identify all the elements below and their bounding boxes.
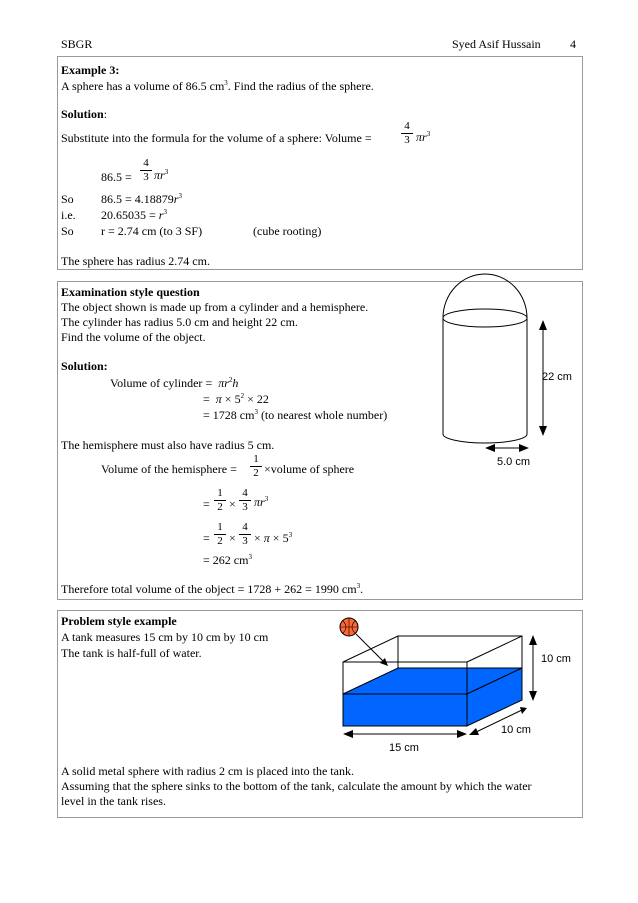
exam-hemi-result: = 262 $cm^3$	[203, 553, 252, 567]
fraction-1-2: 1 2	[214, 521, 226, 548]
example3-problem: A sphere has a volume of 86.5 $cm^3$. Find the radius of the sphere.	[61, 79, 374, 93]
header-left: SBGR	[61, 37, 93, 51]
tank-depth-label: 10 cm	[501, 724, 531, 736]
pi-times-5-cubed: × $\pi \times 5^3$	[254, 531, 293, 545]
exam-hemi-intro: The hemisphere must also have radius 5 cm.	[61, 438, 275, 452]
exam-title: Examination style question	[61, 285, 200, 299]
problem-p5: level in the tank rises.	[61, 794, 166, 808]
exam-cyl-line2: = $\pi \times 5^2 \times 22$	[203, 392, 269, 406]
fraction-4-3: 4 3	[140, 157, 152, 184]
exam-cyl-label: Volume of cylinder = $\pi r^2h$	[110, 376, 239, 390]
example3-line2: $86.5 = 4.18879r^3$	[101, 192, 182, 206]
pi-r-cubed: $\pi r^3$	[154, 168, 169, 182]
fraction-4-3: 4 3	[239, 521, 251, 548]
example3-solution-label: Solution:	[61, 107, 108, 121]
example3-line2-label: So	[61, 192, 74, 206]
problem-p3: A solid metal sphere with radius 2 cm is placed into the tank.	[61, 764, 354, 778]
problem-title: Problem style example	[61, 614, 177, 628]
tank-length-label: 15 cm	[389, 742, 419, 754]
problem-p1: A tank measures 15 cm by 10 cm by 10 cm	[61, 630, 269, 644]
exam-hemi-of: ×volume of sphere	[264, 462, 355, 476]
fraction-1-2: 1 2	[214, 487, 226, 514]
example3-substitute: Substitute into the formula for the volume of a sphere: Volume =	[61, 131, 372, 145]
pi-r-cubed: $\pi r^3$	[416, 130, 431, 144]
eq-sign: =	[203, 531, 210, 545]
eq-sign: =	[203, 497, 210, 511]
example3-line1: 86.5 =	[101, 170, 132, 184]
cylinder-height-label: 22 cm	[542, 371, 572, 383]
fraction-4-3: 4 3	[401, 120, 413, 147]
times-sign: ×	[229, 531, 236, 545]
example3-title: Example 3:	[61, 63, 120, 77]
example3-line4: r = 2.74 cm (to 3 SF)	[101, 224, 203, 238]
example3-line3: $20.65035 = r^3$	[101, 208, 167, 222]
problem-p4: Assuming that the sphere sinks to the bottom of the tank, calculate the amount by which the water	[61, 779, 532, 793]
cylinder-radius-label: 5.0 cm	[497, 456, 531, 468]
example3-line4-label: So	[61, 224, 74, 238]
example3-line3-label: i.e.	[61, 208, 76, 222]
exam-p1: The object shown is made up from a cylinder and a hemisphere.	[61, 300, 369, 314]
exam-cyl-line3: = 1728 $cm^3$ (to nearest whole number)	[203, 408, 388, 422]
fraction-4-3: 4 3	[239, 487, 251, 514]
exam-total: Therefore total volume of the object = 1728 + 262 = 1990 $cm^3$.	[61, 582, 364, 596]
page-number: 4	[570, 37, 576, 51]
example3-line4-note: (cube rooting)	[253, 224, 322, 238]
water-front-face	[343, 694, 467, 726]
fraction-1-2: 1 2	[250, 453, 262, 480]
example3-conclusion: The sphere has radius 2.74 cm.	[61, 254, 210, 268]
exam-p2: The cylinder has radius 5.0 cm and height 22 cm.	[61, 315, 298, 329]
tank-height-label: 10 cm	[541, 653, 571, 665]
exam-p3: Find the volume of the object.	[61, 330, 206, 344]
exam-hemi-label: Volume of the hemisphere =	[101, 462, 237, 476]
pi-r-cubed: $\pi r^3$	[254, 495, 269, 509]
problem-p2: The tank is half-full of water.	[61, 646, 202, 660]
times-sign: ×	[229, 497, 236, 511]
header-author: Syed Asif Hussain	[452, 37, 541, 51]
exam-solution-label: Solution:	[61, 359, 108, 373]
